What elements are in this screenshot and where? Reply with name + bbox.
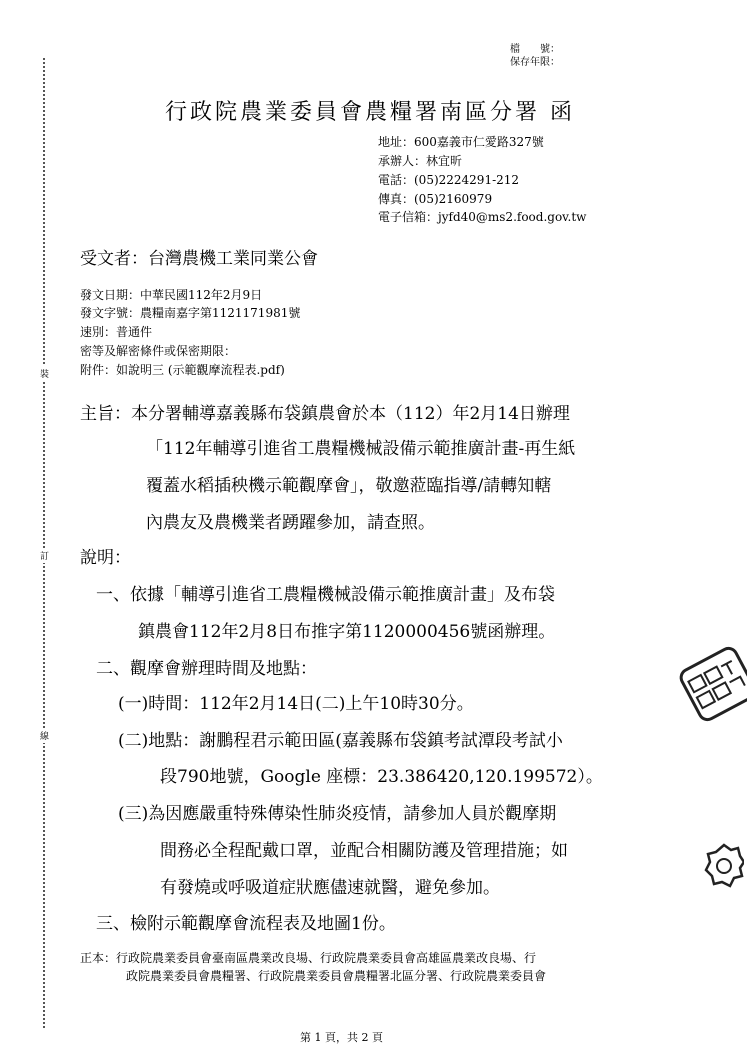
binding-mark-ding: 訂 xyxy=(40,548,49,563)
binding-line xyxy=(43,58,45,1028)
binding-mark-xian: 線 xyxy=(40,728,49,743)
contact-officer: 承辦人：林宜昕 xyxy=(378,154,463,168)
subject-line-2: 「112年輔導引進省工農糧機械設備示範推廣計畫-再生紙 xyxy=(146,439,576,459)
item2-notice-line-2: 間務必全程配戴口罩，並配合相關防護及管理措施；如 xyxy=(160,841,568,861)
explanation-heading: 說明： xyxy=(80,548,131,568)
item2-place-line-2: 段790地號，Google 座標：23.386420,120.199572）。 xyxy=(160,767,603,787)
binding-mark-zhuang: 裝 xyxy=(40,366,49,381)
recipient: 受文者：台灣農機工業同業公會 xyxy=(80,249,318,269)
cc-line-1: 正本：行政院農業委員會臺南區農業改良場、行政院農業委員會高雄區農業改良場、行 xyxy=(80,951,537,965)
item2-notice-line-1: (三)為因應嚴重特殊傳染性肺炎疫情，請參加人員於觀摩期 xyxy=(118,804,557,824)
item2-notice-line-3: 有發燒或呼吸道症狀應儘速就醫，避免參加。 xyxy=(160,878,500,898)
issue-date: 發文日期：中華民國112年2月9日 xyxy=(80,288,263,302)
doc-number: 發文字號：農糧南嘉字第1121171981號 xyxy=(80,306,301,320)
archive-file-no: 檔 號： xyxy=(510,44,560,55)
item2-heading: 二、觀摩會辦理時間及地點： xyxy=(96,659,317,679)
gear-stamp-icon xyxy=(704,840,744,900)
item3: 三、檢附示範觀摩會流程表及地圖1份。 xyxy=(96,914,396,934)
subject-line-4: 內農友及農機業者踴躍參加，請查照。 xyxy=(146,513,435,533)
cc-line-2: 政院農業委員會農糧署、行政院農業委員會農糧署北區分署、行政院農業委員會 xyxy=(126,969,547,983)
item2-place-line-1: (二)地點：謝鵬程君示範田區(嘉義縣布袋鎮考試潭段考試小 xyxy=(118,731,563,751)
contact-fax: 傳真：(05)2160979 xyxy=(378,192,493,206)
page-number: 第 1 頁，共 2 頁 xyxy=(300,1031,383,1044)
subject-line-1: 主旨：本分署輔導嘉義縣布袋鎮農會於本（112）年2月14日辦理 xyxy=(80,404,570,424)
secrecy-level: 密等及解密條件或保密期限： xyxy=(80,344,237,358)
item1-line-2: 鎮農會112年2月8日布推字第1120000456號函辦理。 xyxy=(138,622,556,642)
item1-line-1: 一、依據「輔導引進省工農糧機械設備示範推廣計畫」及布袋 xyxy=(96,585,555,605)
delivery-speed: 速別：普通件 xyxy=(80,325,153,339)
item2-time: (一)時間：112年2月14日(二)上午10時30分。 xyxy=(118,694,474,714)
document-title: 行政院農業委員會農糧署南區分署 函 xyxy=(165,100,575,125)
subject-line-3: 覆蓋水稻插秧機示範觀摩會」，敬邀蒞臨指導/請轉知轄 xyxy=(146,476,552,496)
seal-stamp xyxy=(676,643,747,724)
contact-phone: 電話：(05)2224291-212 xyxy=(378,173,520,187)
contact-email: 電子信箱：jyfd40@ms2.food.gov.tw xyxy=(378,210,587,224)
archive-retention: 保存年限： xyxy=(510,57,560,68)
attachment: 附件：如說明三 (示範觀摩流程表.pdf) xyxy=(80,363,285,377)
contact-address: 地址：600嘉義市仁愛路327號 xyxy=(378,135,544,149)
seal-stamp-icon xyxy=(682,651,747,722)
